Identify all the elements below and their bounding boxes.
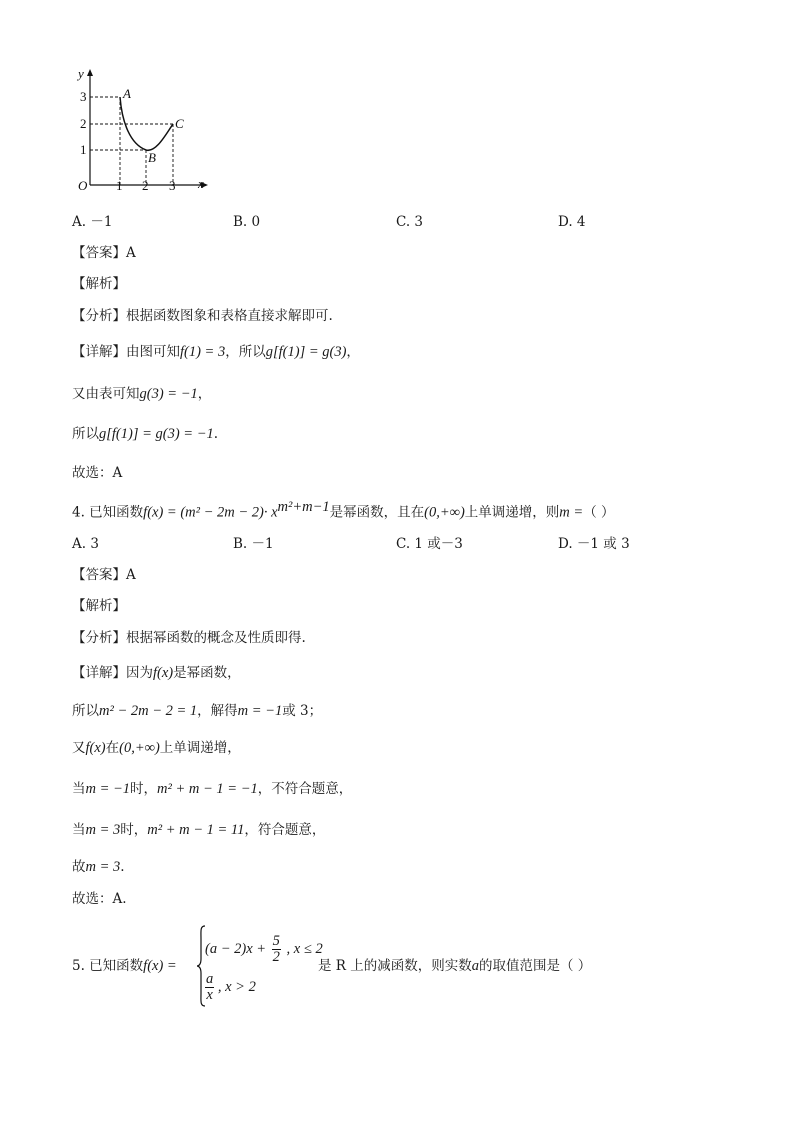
q3-detail-f1: f(1) = 3: [180, 344, 226, 360]
q3-option-a: A. －1: [72, 214, 113, 230]
function-graph: [68, 62, 218, 197]
q3-line2: [72, 385, 211, 403]
q4-d2-end: 或 3；: [282, 703, 323, 719]
point-b-label: B: [148, 150, 156, 165]
q5-stem-func: f(x) =: [143, 958, 177, 974]
x-tick-1: 1: [116, 178, 123, 193]
x-tick-3: 3: [169, 178, 176, 193]
q3-line2-prefix: 又由表可知: [72, 386, 140, 402]
q4-d2-math2: m = −1: [237, 703, 283, 719]
q4-d3-mid: 在: [105, 740, 120, 756]
q3-line3-prefix: 所以: [72, 426, 99, 442]
x-axis-label: x: [198, 176, 204, 191]
q3-detail-line: [72, 343, 360, 361]
q3-detail-end: ，: [346, 344, 360, 360]
q4-d6-math: m = 3: [85, 859, 121, 875]
q3-line3: [72, 425, 218, 443]
q4-d4-math2: m² + m − 1 = −1: [157, 781, 258, 797]
q4-stem-interval: (0,+∞): [424, 504, 465, 521]
q5-case2-den: x: [206, 987, 213, 1003]
q5-stem-left: [72, 957, 177, 975]
q4-d3-prefix: 又: [72, 740, 86, 756]
q3-detail-mid: ，所以: [225, 344, 266, 360]
q4-option-c: C. 1 或－3: [396, 536, 463, 552]
q3-line2-math: g(3) = −1: [139, 386, 198, 402]
q4-d1-end: 是幂函数，: [173, 665, 241, 681]
q3-detail-g: g[f(1)] = g(3): [265, 344, 347, 360]
q4-d4-mid: 时，: [130, 781, 158, 797]
q4-d4-math: m = −1: [85, 781, 131, 797]
q4-d4-end: ，不符合题意，: [257, 781, 353, 797]
q5-case2: [205, 972, 256, 1003]
q5-stem-right: [318, 957, 591, 975]
q4-d3-math: f(x): [85, 740, 106, 756]
q4-d5-end: ，符合题意，: [244, 822, 326, 838]
q5-stem-end: 的取值范围是（ ）: [479, 958, 592, 974]
q4-detail-1: [72, 664, 241, 682]
q4-detail-2: [72, 702, 322, 720]
y-tick-1: 1: [80, 142, 87, 157]
q5-case1-den: 2: [272, 949, 280, 965]
q4-d5-mid: 时，: [120, 822, 148, 838]
q5-case1-expr: (a − 2)x +: [205, 940, 267, 957]
origin-label: O: [78, 178, 88, 193]
y-axis-label: y: [78, 66, 84, 81]
q4-d5-math: m = 3: [85, 822, 121, 838]
q4-d4-prefix: 当: [72, 781, 86, 797]
q3-line3-end: .: [213, 426, 219, 442]
q4-stem-mid: 是幂函数，且在: [329, 504, 425, 521]
q5-case1-cond: , x ≤ 2: [286, 940, 323, 957]
q3-option-c: C. 3: [396, 214, 424, 230]
q3-analysis-heading: 【解析】: [72, 276, 126, 292]
q3-line2-end: ，: [197, 386, 212, 402]
q5-stem-prefix: 5. 已知函数: [72, 958, 144, 974]
q4-option-b: B. －1: [233, 536, 274, 552]
q4-stem-m: m =: [559, 504, 584, 521]
q4-d1-math: f(x): [153, 665, 174, 681]
q5-case2-cond: , x > 2: [217, 978, 256, 995]
q4-d6-end: .: [120, 859, 125, 875]
q4-stem: [72, 498, 614, 522]
q5-case1-fraction: [272, 934, 281, 965]
q5-case1-num: 5: [272, 933, 280, 949]
q4-detail-4: [72, 780, 352, 798]
q3-fenxi: 【分析】根据函数图象和表格直接求解即可.: [72, 308, 333, 324]
q4-d1-prefix: 【详解】因为: [72, 665, 153, 681]
q4-detail-3: [72, 739, 241, 757]
q3-option-b: B. 0: [233, 214, 261, 230]
q3-choose: 故选：A: [72, 465, 123, 481]
q5-case1: [205, 934, 323, 965]
q5-case2-fraction: [205, 972, 214, 1003]
q4-d5-prefix: 当: [72, 822, 86, 838]
q5-stem-a: a: [471, 958, 479, 974]
q4-detail-5: [72, 821, 325, 839]
q4-stem-paren: （ ）: [583, 504, 615, 521]
point-c-label: C: [175, 116, 184, 131]
q4-d6-prefix: 故: [72, 859, 86, 875]
q4-stem-exp: m²+m−1: [277, 499, 330, 515]
q4-stem-end: 上单调递增，则: [464, 504, 560, 521]
y-tick-3: 3: [80, 89, 87, 104]
q4-d5-math2: m² + m − 1 = 11: [147, 822, 245, 838]
point-a-label: A: [123, 86, 131, 101]
q4-stem-func: f(x) = (m² − 2m − 2)· x: [143, 504, 278, 521]
q4-d2-math: m² − 2m − 2 = 1: [99, 703, 198, 719]
q3-option-d: D. 4: [558, 214, 586, 230]
q5-case2-num: a: [206, 971, 214, 987]
q3-answer: 【答案】A: [72, 245, 136, 261]
q5-stem-mid: 是 R 上的减函数，则实数: [318, 958, 472, 974]
q4-choose: 故选：A.: [72, 891, 127, 907]
x-tick-2: 2: [142, 178, 149, 193]
q4-analysis-heading: 【解析】: [72, 598, 126, 614]
q4-d3-end: 上单调递增，: [159, 740, 241, 756]
q4-fenxi: 【分析】根据幂函数的概念及性质即得.: [72, 630, 306, 646]
q3-line3-math: g[f(1)] = g(3) = −1: [99, 426, 214, 442]
q4-detail-6: [72, 858, 125, 876]
q4-d3-interval: (0,+∞): [119, 740, 160, 756]
q4-option-d: D. －1 或 3: [558, 536, 630, 552]
y-tick-2: 2: [80, 116, 87, 131]
q4-d2-prefix: 所以: [72, 703, 99, 719]
q4-option-a: A. 3: [72, 536, 99, 552]
q4-stem-prefix: 4. 已知函数: [72, 504, 144, 521]
q4-answer: 【答案】A: [72, 567, 136, 583]
q4-d2-mid: ，解得: [197, 703, 238, 719]
q3-detail-prefix: 【详解】由图可知: [72, 344, 180, 360]
